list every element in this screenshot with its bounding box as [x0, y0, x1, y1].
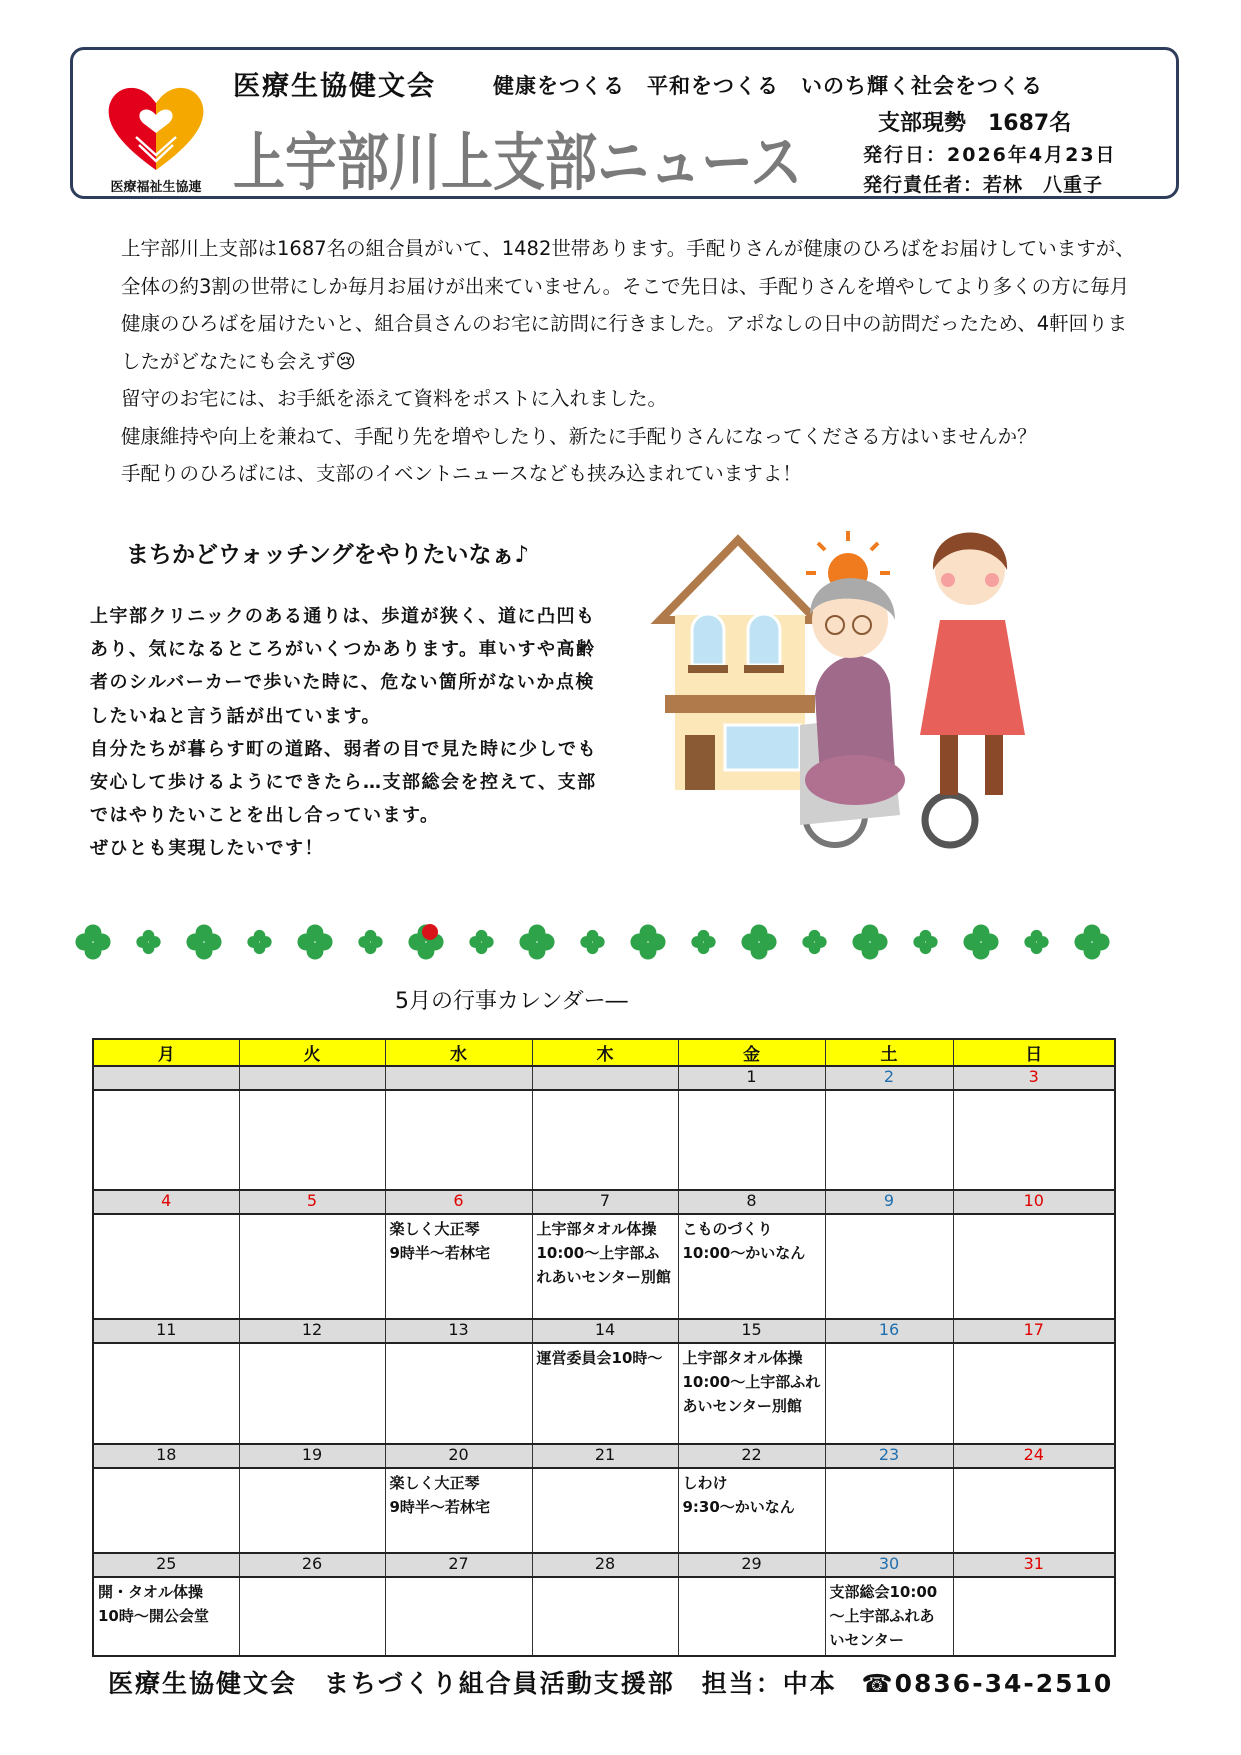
footer-text: 医療生協健文会 まちづくり組合員活動支援部 担当：中本: [108, 1669, 837, 1698]
issue-date: 発行日：2026年4月23日: [863, 144, 1117, 166]
calendar-date: 16: [825, 1319, 953, 1343]
calendar-date: 18: [93, 1444, 239, 1468]
member-count: 支部現勢 1687名: [878, 111, 1072, 136]
calendar-date: 25: [93, 1553, 239, 1577]
calendar-date: 12: [239, 1319, 385, 1343]
calendar-date: 10: [953, 1190, 1115, 1214]
publisher: 発行責任者：若林 八重子: [863, 174, 1104, 196]
week-dates-row: [93, 1444, 1115, 1468]
clover-icon: [963, 924, 998, 959]
calendar-date: [239, 1066, 385, 1090]
section-paragraph: 自分たちが暮らす町の道路、弱者の目で見た時に少しでも安心して歩けるようにできたら…支部総会を控えて、支部ではやりたいことを出し合っています。: [90, 738, 597, 827]
co-op-heart-logo: [101, 75, 211, 195]
weekday-header: 水: [385, 1039, 532, 1066]
clover-icon: [186, 924, 221, 959]
calendar-event: [825, 1214, 953, 1319]
calendar-date: 28: [532, 1553, 678, 1577]
section-paragraph: ぜひとも実現したいです！: [90, 838, 324, 860]
calendar-event: [953, 1090, 1115, 1190]
calendar-event: [93, 1343, 239, 1444]
clover-icon: [75, 924, 110, 959]
week-dates-row: [93, 1066, 1115, 1090]
house-wheelchair-illustration: [650, 525, 1100, 875]
calendar-event: [678, 1090, 825, 1190]
clover-icon: [1074, 924, 1109, 959]
calendar-event: [385, 1343, 532, 1444]
calendar-event: [953, 1468, 1115, 1553]
intro-paragraph: 上宇部川上支部は1687名の組合員がいて、1482世帯あります。手配りさんが健康のひろばをお届けしていますが、全体の約3割の世帯にしか毎月お届けが出来ていません。そこで先日は、手配りさんを増やしてより多くの方に毎月健康のひろばを届けたいと、組合員さんのお宅に訪問に行きました。アポなしの日中の訪問だったため、4軒回りましたがどなたにも会えず😢: [121, 237, 1135, 373]
calendar-event: [239, 1090, 385, 1190]
calendar-date: 3: [953, 1066, 1115, 1090]
svg-text:医療福祉生協連: 医療福祉生協連: [110, 180, 202, 195]
week-events-row: [93, 1468, 1115, 1553]
calendar-event: [953, 1343, 1115, 1444]
calendar-event: [93, 1090, 239, 1190]
calendar-event: [93, 1468, 239, 1553]
calendar-event: [239, 1577, 385, 1656]
calendar-date: 6: [385, 1190, 532, 1214]
section-heading: まちかどウォッチングをやりたいなぁ♪: [126, 542, 530, 568]
calendar-event: [825, 1090, 953, 1190]
calendar-event: [825, 1468, 953, 1553]
calendar-event: [385, 1577, 532, 1656]
calendar-date: 7: [532, 1190, 678, 1214]
calendar-event: [385, 1090, 532, 1190]
calendar-date: 13: [385, 1319, 532, 1343]
week-events-row: [93, 1343, 1115, 1444]
calendar-event: [532, 1468, 678, 1553]
clover-icon: [1024, 930, 1048, 954]
week-events-row: [93, 1577, 1115, 1656]
week-dates-row: [93, 1319, 1115, 1343]
organization-name: 医療生協健文会: [233, 71, 436, 102]
calendar-date: 5: [239, 1190, 385, 1214]
calendar-date: 1: [678, 1066, 825, 1090]
intro-paragraph: 留守のお宅には、お手紙を添えて資料をポストに入れました。: [121, 387, 668, 410]
clover-icon: [519, 924, 554, 959]
clover-icon: [630, 924, 665, 959]
calendar-event: [678, 1577, 825, 1656]
calendar-date: [532, 1066, 678, 1090]
calendar-event: [532, 1577, 678, 1656]
calendar-date: 2: [825, 1066, 953, 1090]
calendar-date: 8: [678, 1190, 825, 1214]
calendar-event: 楽しく大正琴 9時半～若林宅: [385, 1214, 532, 1319]
calendar-event: [239, 1214, 385, 1319]
clover-icon: [247, 930, 271, 954]
clover-icon: [852, 924, 887, 959]
week-events-row: [93, 1090, 1115, 1190]
calendar-date: 17: [953, 1319, 1115, 1343]
calendar-event: 上宇部タオル体操 10:00～上宇部ふれあいセンター別館: [532, 1214, 678, 1319]
calendar-event: 上宇部タオル体操 10:00～上宇部ふれあいセンター別館: [678, 1343, 825, 1444]
intro-text: [99, 230, 1139, 493]
calendar-event: [93, 1214, 239, 1319]
weekday-header: 日: [953, 1039, 1115, 1066]
phone-number: ☎0836-34-2510: [861, 1669, 1114, 1698]
weekday-header: 金: [678, 1039, 825, 1066]
calendar-date: [385, 1066, 532, 1090]
ladybug-clover-icon: [408, 924, 443, 960]
calendar-event: [825, 1343, 953, 1444]
calendar-event: 運営委員会10時～: [532, 1343, 678, 1444]
calendar-date: 31: [953, 1553, 1115, 1577]
footer-contact: [108, 1664, 1113, 1700]
newsletter-title: 上宇部川上支部ニュース: [233, 127, 803, 200]
week-dates-row: [93, 1190, 1115, 1214]
calendar-date: 9: [825, 1190, 953, 1214]
section-paragraph: 上宇部クリニックのある通りは、歩道が狭く、道に凸凹もあり、気になるところがいくつかあります。車いすや高齢者のシルバーカーで歩いた時に、危ない箇所がないか点検したいねと言う話が出ています。: [90, 606, 596, 727]
calendar-event: 支部総会10:00～上宇部ふれあいセンター: [825, 1577, 953, 1656]
calendar-event: [953, 1577, 1115, 1656]
clover-icon: [297, 924, 332, 959]
event-calendar: [92, 1038, 1116, 1657]
calendar-title: 5月の行事カレンダー―: [395, 989, 628, 1014]
slogan: 健康をつくる 平和をつくる いのち輝く社会をつくる: [493, 74, 1043, 98]
section-body: [68, 600, 608, 866]
calendar-date: 19: [239, 1444, 385, 1468]
calendar-event: [239, 1343, 385, 1444]
calendar-date: 29: [678, 1553, 825, 1577]
week-events-row: [93, 1214, 1115, 1319]
calendar-date: 22: [678, 1444, 825, 1468]
calendar-event: [532, 1090, 678, 1190]
calendar-date: 4: [93, 1190, 239, 1214]
weekday-header: 火: [239, 1039, 385, 1066]
calendar-date: 14: [532, 1319, 678, 1343]
week-dates-row: [93, 1553, 1115, 1577]
calendar-date: 11: [93, 1319, 239, 1343]
calendar-date: 15: [678, 1319, 825, 1343]
weekday-header: 月: [93, 1039, 239, 1066]
calendar-event: 開・タオル体操 10時～開公会堂: [93, 1577, 239, 1656]
clover-icon: [913, 930, 937, 954]
clover-icon: [741, 924, 776, 959]
calendar-date: 30: [825, 1553, 953, 1577]
calendar-event: [239, 1468, 385, 1553]
calendar-event: しわけ 9:30～かいなん: [678, 1468, 825, 1553]
clover-divider: [75, 920, 1115, 965]
clover-icon: [136, 930, 160, 954]
calendar-date: 24: [953, 1444, 1115, 1468]
clover-icon: [469, 930, 493, 954]
calendar-event: こものづくり 10:00～かいなん: [678, 1214, 825, 1319]
calendar-date: 20: [385, 1444, 532, 1468]
intro-paragraph: 手配りのひろばには、支部のイベントニュースなども挟み込まれていますよ！: [121, 462, 802, 485]
clover-icon: [358, 930, 382, 954]
newsletter-header: [70, 47, 1179, 199]
calendar-date: 26: [239, 1553, 385, 1577]
clover-icon: [802, 930, 826, 954]
clover-icon: [580, 930, 604, 954]
calendar-date: 21: [532, 1444, 678, 1468]
calendar-date: 27: [385, 1553, 532, 1577]
calendar-event: 楽しく大正琴 9時半～若林宅: [385, 1468, 532, 1553]
calendar-date: 23: [825, 1444, 953, 1468]
clover-icon: [691, 930, 715, 954]
intro-paragraph: 健康維持や向上を兼ねて、手配り先を増やしたり、新たに手配りさんになってくださる方はいませんか？: [121, 424, 1037, 448]
calendar-event: [953, 1214, 1115, 1319]
weekday-header: 木: [532, 1039, 678, 1066]
weekday-header: 土: [825, 1039, 953, 1066]
calendar-date: [93, 1066, 239, 1090]
